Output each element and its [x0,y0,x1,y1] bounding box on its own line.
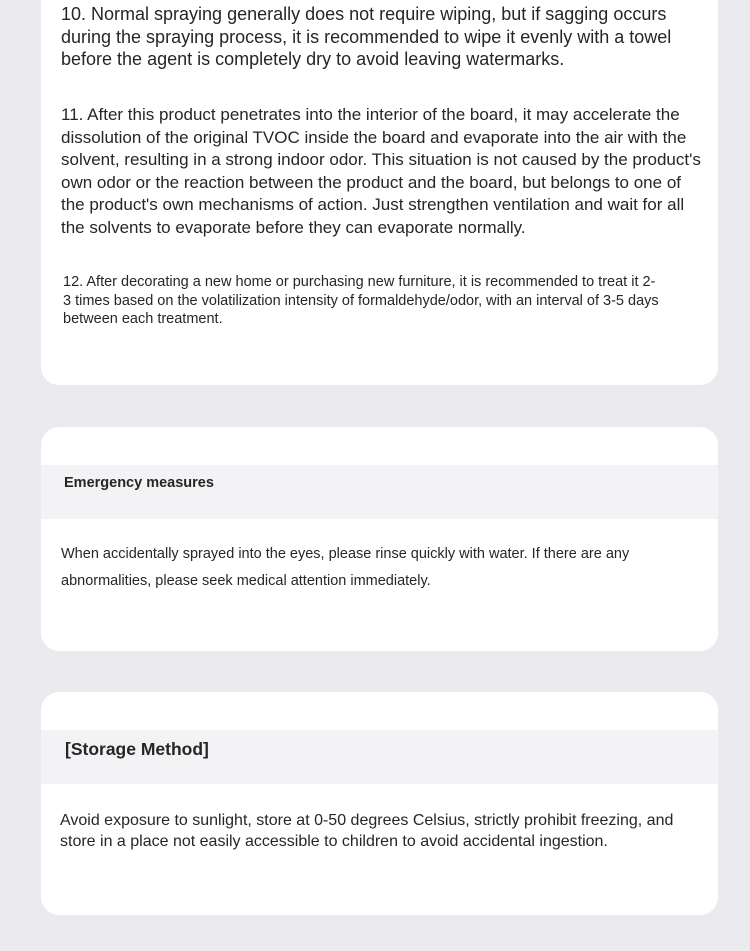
emergency-text: When accidentally sprayed into the eyes, please rinse quickly with water. If there are any abnormalities, please seek medical attention immediately. [61,546,630,589]
emergency-heading: Emergency measures [64,475,214,491]
instruction-item-10: 10. Normal spraying generally does not require wiping, but if sagging occurs during the spraying process, it is recommended to wipe it evenly with a towel before the agent is completely dry to avoid leaving watermarks. [61,4,672,69]
instruction-item-11: 11. After this product penetrates into the interior of the board, it may accelerate the dissolution of the original TVOC inside the board and evaporate into the air with the solvent, resulting in a strong indoor odor. This situation is not caused by the product's own odor or the reaction between the product and the board, but belongs to one of the product's own mechanisms of action. Just strengthen ventilation and wait for all the solvents to evaporate before they can evaporate normally. [61,105,701,237]
instructions-card [41,0,718,385]
storage-text: Avoid exposure to sunlight, store at 0-50 degrees Celsius, strictly prohibit freezing, and store in a place not easily accessible to children to avoid accidental ingestion. [60,812,674,850]
storage-heading: [Storage Method] [65,739,209,759]
instruction-item-12: 12. After decorating a new home or purchasing new furniture, it is recommended to treat it 2-3 times based on the volatilization intensity of formaldehyde/odor, with an interval of 3-5 days between each treatment. [63,274,659,327]
storage-card [41,692,718,915]
emergency-card [41,427,718,651]
